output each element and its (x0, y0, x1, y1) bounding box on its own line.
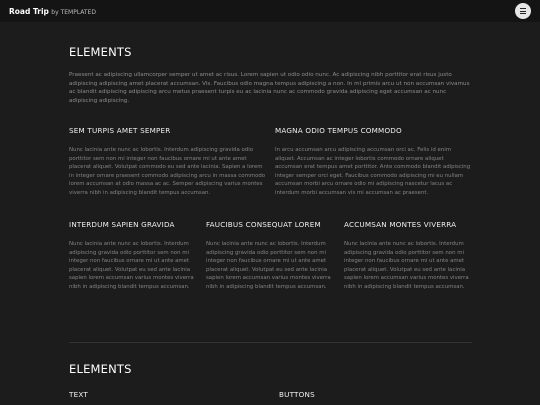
column-heading: FAUCIBUS CONSEQUAT LOREM (206, 220, 321, 229)
column-faucibus (206, 220, 334, 291)
column-heading: INTERDUM SAPIEN GRAVIDA (69, 220, 175, 229)
brand-name[interactable]: Road Trip (9, 6, 49, 16)
section-divider (69, 342, 472, 343)
column-heading: MAGNA ODIO TEMPUS COMMODO (275, 126, 402, 135)
section-title: ELEMENTS (69, 45, 132, 59)
column-heading: SEM TURPIS AMET SEMPER (69, 126, 171, 135)
column-interdum (69, 220, 197, 291)
column-text: Nunc lacinia ante nunc ac lobortis. Interdum adipiscing gravida odio porttitor sem non mi integer non faucibus ornare mi ut ante amet placerat aliquet. Volutpat commodo eu sed ante lacinia. Sapien a lorem in integer ornare praesent commodo adipiscing arcu in massa commodo lorem accumsan at odio massa ac ac. Semper adipiscing varius montes viverra nibh in adipiscing blandit tempus accumsan. (69, 147, 266, 196)
column-magna-odio (275, 126, 472, 197)
subsection-heading-text: TEXT (69, 390, 88, 399)
section-title: ELEMENTS (69, 362, 132, 376)
site-brand[interactable] (9, 7, 96, 16)
header-bar (0, 0, 540, 22)
column-text: In arcu accumsan arcu adipiscing accumsan orci ac. Felis id enim aliquet. Accumsan ac integer lobortis commodo ornare aliquet accumsan erat tempus amet porttitor. Ante commodo blandit adipiscing integer semper orci eget. Faucibus commodo adipiscing mi eu nullam accumsan morbi arcu ornare odio mi adipiscing nascetur lacus ac interdum morbi accumsan vis mi accumsan ac praesent. (275, 147, 471, 196)
column-accumsan (344, 220, 472, 291)
column-text: Nunc lacinia ante nunc ac lobortis. Interdum adipiscing gravida odio porttitor sem non mi integer non faucibus ornare mi ut ante amet placerat aliquet. Volutpat eu sed ante lacinia sapien lorem accumsan varius montes viverra nibh in adipiscing blandit tempus accumsan. (69, 241, 194, 290)
subsection-heading-buttons: BUTTONS (279, 390, 315, 399)
column-text: Nunc lacinia ante nunc ac lobortis. Interdum adipiscing gravida odio porttitor sem non mi integer non faucibus ornare mi ut ante amet placerat aliquet. Volutpat eu sed ante lacinia sapien lorem accumsan varius montes viverra nibh in adipiscing blandit tempus accumsan. (206, 241, 331, 290)
menu-icon[interactable] (515, 3, 531, 19)
intro-paragraph: Praesent ac adipiscing ullamcorper semper ut amet ac risus. Lorem sapien ut odio odio nunc. Ac adipiscing nibh porttitor erat risus justo adipiscing adipiscing amet placerat accumsan. Vis. Faucibus odio magna tempus adipiscing a non. In mi primis arcu ut non accumsan vivamus ac blandit adipiscing adipiscing arcu metus praesent turpis eu ac lacinia nunc ac commodo gravida adipiscing eget accumsan ac nunc adipiscing adipiscing. (69, 72, 470, 104)
column-sem-turpis (69, 126, 266, 197)
brand-byline[interactable]: by TEMPLATED (51, 8, 97, 16)
column-text: Nunc lacinia ante nunc ac lobortis. Interdum adipiscing gravida odio porttitor sem non mi integer non faucibus ornare mi ut ante amet placerat aliquet. Volutpat eu sed ante lacinia sapien lorem accumsan varius montes viverra nibh in adipiscing blandit tempus accumsan. (344, 241, 469, 290)
column-heading: ACCUMSAN MONTES VIVERRA (344, 220, 457, 229)
